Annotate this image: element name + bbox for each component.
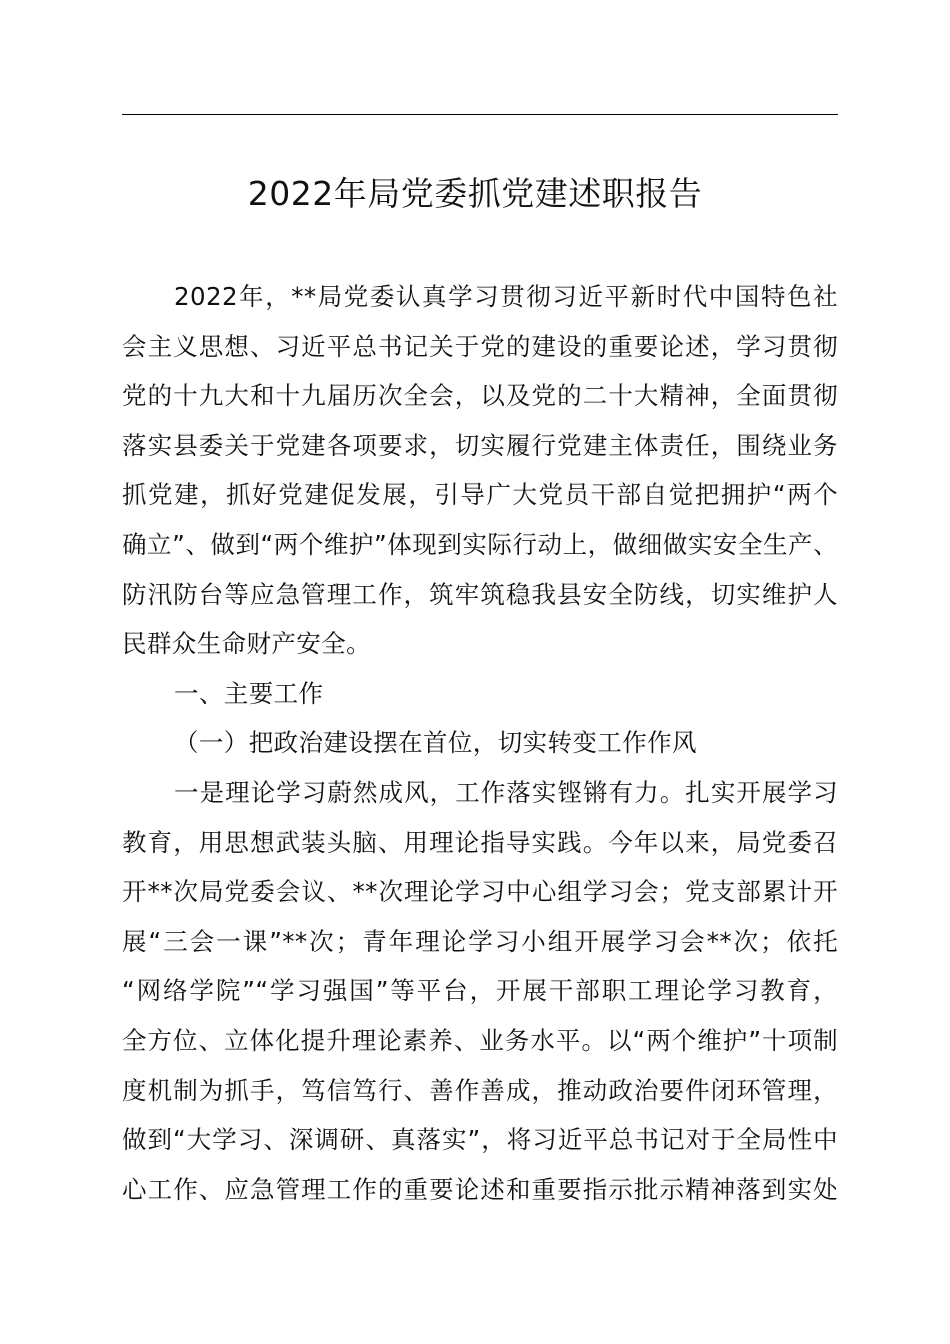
paragraph-line: 党的十九大和十九届历次全会，以及党的二十大精神，全面贯彻 [122,381,838,411]
section-heading: 一、主要工作 [174,678,324,708]
paragraph-line: 2022年，**局党委认真学习贯彻习近平新时代中国特色社 [174,282,838,311]
paragraph-line: 展“三会一课”**次；青年理论学习小组开展学习会**次；依托 [122,926,838,956]
paragraph-line: 民群众生命财产安全。 [122,629,371,659]
paragraph-line: 一是理论学习蔚然成风，工作落实铿锵有力。扎实开展学习 [174,777,838,807]
paragraph-line: 开**次局党委会议、**次理论学习中心组学习会；党支部累计开 [122,877,838,907]
paragraph-line: 落实县委关于党建各项要求，切实履行党建主体责任，围绕业务 [122,430,838,460]
paragraph-line: 防汛防台等应急管理工作，筑牢筑稳我县安全防线，切实维护人 [122,579,838,609]
paragraph-line: 做到“大学习、深调研、真落实”，将习近平总书记对于全局性中 [122,1125,838,1155]
paragraph-line: “网络学院”“学习强国”等平台，开展干部职工理论学习教育， [122,976,838,1006]
paragraph-line: 会主义思想、习近平总书记关于党的建设的重要论述，学习贯彻 [122,331,838,361]
subsection-heading: （一）把政治建设摆在首位，切实转变工作作风 [174,728,697,758]
header-rule [122,114,838,115]
paragraph-line: 确立”、做到“两个维护”体现到实际行动上，做细做实安全生产、 [122,529,838,559]
paragraph-line: 心工作、应急管理工作的重要论述和重要指示批示精神落到实处 [122,1174,838,1204]
paragraph-line: 度机制为抓手，笃信笃行、善作善成，推动政治要件闭环管理， [122,1075,838,1105]
paragraph-line: 抓党建，抓好党建促发展，引导广大党员干部自觉把拥护“两个 [122,480,838,510]
document-title: 2022年局党委抓党建述职报告 [247,174,703,213]
paragraph-line: 全方位、立体化提升理论素养、业务水平。以“两个维护”十项制 [122,1025,838,1055]
document-body [122,272,838,1214]
paragraph-line: 教育，用思想武装头脑、用理论指导实践。今年以来，局党委召 [122,827,838,857]
